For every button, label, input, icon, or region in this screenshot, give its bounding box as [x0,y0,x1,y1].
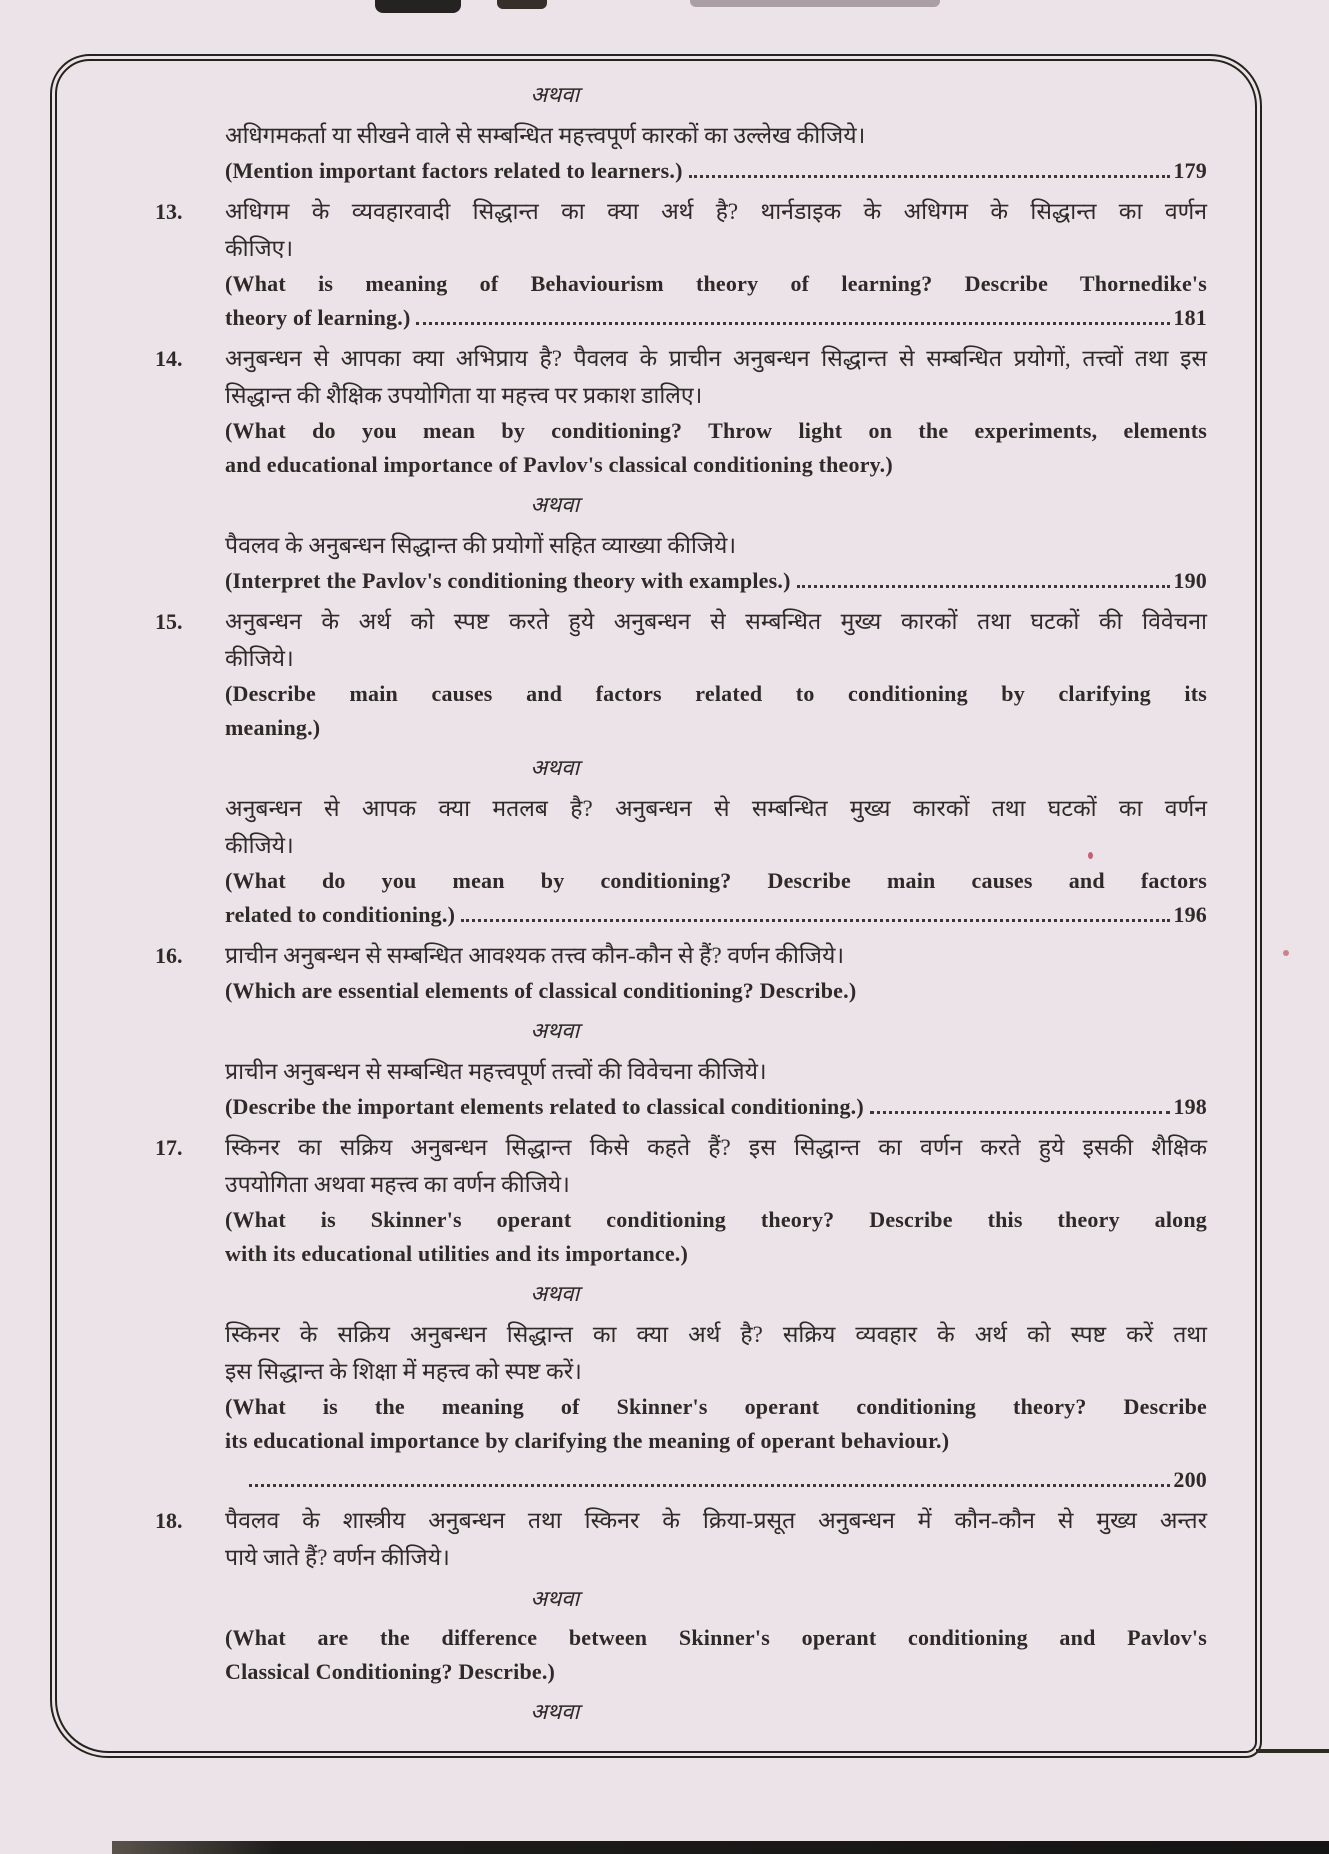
hindi-line: अनुबन्धन से आपक क्या मतलब है? अनुबन्धन से सम्बन्धित मुख्य कारकों तथा घटकों का वर्णन [225,796,1207,821]
question-body [225,1502,1207,1576]
question-item [155,1316,1207,1458]
question-number: 16. [155,943,183,968]
ink-speck [1088,852,1093,859]
or-separator: अथवा [530,82,580,107]
or-separator: अथवा [530,1281,580,1306]
question-item [155,527,1207,598]
english-line [225,564,1207,598]
hindi-line: अनुबन्धन से आपका क्या अभिप्राय है? पैवलव के प्राचीन अनुबन्धन सिद्धान्त से सम्बन्धित प्रयोगों, तत्त्वों तथा इस [225,346,1207,371]
question-body [225,340,1207,482]
question-number: 18. [155,1508,183,1533]
leader-row [155,1463,1207,1497]
question-body [225,790,1207,932]
question-body [225,937,1207,1008]
question-number: 17. [155,1135,183,1160]
question-number [155,527,225,598]
english-text: related to conditioning.) [225,902,456,927]
border-line-extension [1256,1749,1329,1753]
question-body [225,193,1207,335]
question-number [155,1463,225,1497]
page-number: 198 [1173,1094,1207,1119]
page-number: 190 [1173,568,1207,593]
or-separator: अथवा [530,1586,580,1611]
hindi-line: सिद्धान्त की शैक्षिक उपयोगिता या महत्त्व पर प्रकाश डालिए। [225,383,703,408]
ink-speck [1283,950,1289,956]
hindi-line: इस सिद्धान्त के शिक्षा में महत्त्व को स्पष्ट करें। [225,1359,582,1384]
question-number [155,790,225,932]
scan-edge-mark [375,0,461,13]
english-text: theory of learning.) [225,305,411,330]
english-line: (What do you mean by conditioning? Describe main causes and factors [225,868,1207,893]
hindi-line: कीजिये। [225,646,294,671]
english-line: (What is meaning of Behaviourism theory of learning? Describe Thornedike's [225,271,1207,296]
hindi-line: पैवलव के अनुबन्धन सिद्धान्त की प्रयोगों सहित व्याख्या कीजिये। [225,533,737,558]
dot-leader [416,322,1170,325]
question-body [225,527,1207,598]
question-item [155,937,1207,1008]
question-item [155,193,1207,335]
english-line: (What is Skinner's operant conditioning theory? Describe this theory along [225,1207,1207,1232]
hindi-line: अनुबन्धन के अर्थ को स्पष्ट करते हुये अनुबन्धन से सम्बन्धित मुख्य कारकों तथा घटकों की विवेचना [225,609,1207,634]
dot-leader [870,1111,1171,1114]
question-number [155,1621,225,1689]
dot-leader [461,919,1170,922]
english-line: with its educational utilities and its importance.) [225,1241,689,1266]
question-body [225,1463,1207,1497]
question-item [155,603,1207,745]
hindi-line: उपयोगिता अथवा महत्त्व का वर्णन कीजिये। [225,1172,570,1197]
hindi-line: अधिगम के व्यवहारवादी सिद्धान्त का क्या अर्थ है? थार्नडाइक के अधिगम के सिद्धान्त का वर्णन [225,199,1207,224]
english-line: Classical Conditioning? Describe.) [225,1659,556,1684]
english-text: (Mention important factors related to learners.) [225,158,683,183]
question-item [155,1502,1207,1576]
page-number: 181 [1173,305,1207,330]
hindi-line: प्राचीन अनुबन्धन से सम्बन्धित महत्त्वपूर्ण तत्त्वों की विवेचना कीजिये। [225,1059,767,1084]
question-number [155,1316,225,1458]
page-number: 196 [1173,902,1207,927]
question-item [155,1053,1207,1124]
english-line: and educational importance of Pavlov's classical conditioning theory.) [225,452,893,477]
question-number [155,117,225,188]
english-line: (What are the difference between Skinner's operant conditioning and Pavlov's [225,1625,1207,1650]
english-line [225,898,1207,932]
or-separator: अथवा [530,1018,580,1043]
english-line: its educational importance by clarifying the meaning of operant behaviour.) [225,1428,950,1453]
question-item [155,1129,1207,1271]
question-item [155,790,1207,932]
question-number: 14. [155,346,183,371]
question-number: 15. [155,609,183,634]
english-line [225,154,1207,188]
dot-leader [249,1484,1170,1487]
leader-line [243,1463,1207,1497]
dot-leader [797,585,1171,588]
question-body [225,1316,1207,1458]
hindi-line: स्किनर का सक्रिय अनुबन्धन सिद्धान्त किसे कहते हैं? इस सिद्धान्त का वर्णन करते हुये इसकी शैक्षिक [225,1135,1207,1160]
hindi-line: प्राचीन अनुबन्धन से सम्बन्धित आवश्यक तत्त्व कौन-कौन से हैं? वर्णन कीजिये। [225,943,845,968]
english-line: (What is the meaning of Skinner's operant conditioning theory? Describe [225,1394,1207,1419]
dot-leader [689,175,1171,178]
question-number: 13. [155,199,183,224]
hindi-line: पाये जाते हैं? वर्णन कीजिये। [225,1545,450,1570]
question-number [155,1053,225,1124]
scan-bottom-edge [112,1841,1329,1854]
or-separator: अथवा [530,1699,580,1724]
or-separator: अथवा [530,492,580,517]
hindi-line: अधिगमकर्ता या सीखने वाले से सम्बन्धित महत्त्वपूर्ण कारकों का उल्लेख कीजिये। [225,123,866,148]
english-line: meaning.) [225,715,321,740]
english-line [225,301,1207,335]
or-separator: अथवा [530,755,580,780]
english-line: (Describe main causes and factors related to conditioning by clarifying its [225,681,1207,706]
scan-edge-mark [497,0,547,9]
english-line [225,1090,1207,1124]
question-item [155,1621,1207,1689]
question-body [225,1621,1207,1689]
question-body [225,1053,1207,1124]
hindi-line: पैवलव के शास्त्रीय अनुबन्धन तथा स्किनर के क्रिया-प्रसूत अनुबन्धन में कौन-कौन से मुख्य अन्तर [225,1508,1207,1533]
question-body [225,1129,1207,1271]
english-text: (Interpret the Pavlov's conditioning theory with examples.) [225,568,791,593]
english-line: (Which are essential elements of classical conditioning? Describe.) [225,978,857,1003]
question-item [155,117,1207,188]
english-line: (What do you mean by conditioning? Throw light on the experiments, elements [225,418,1207,443]
hindi-line: कीजिये। [225,833,294,858]
scan-smudge [690,0,940,7]
question-item [155,340,1207,482]
page-number: 200 [1173,1467,1207,1492]
question-body [225,117,1207,188]
question-list [155,72,1207,1734]
english-text: (Describe the important elements related to classical conditioning.) [225,1094,864,1119]
question-body [225,603,1207,745]
page-number: 179 [1173,158,1207,183]
hindi-line: स्किनर के सक्रिय अनुबन्धन सिद्धान्त का क्या अर्थ है? सक्रिय व्यवहार के अर्थ को स्पष्ट करें तथा [225,1322,1207,1347]
hindi-line: कीजिए। [225,236,294,261]
